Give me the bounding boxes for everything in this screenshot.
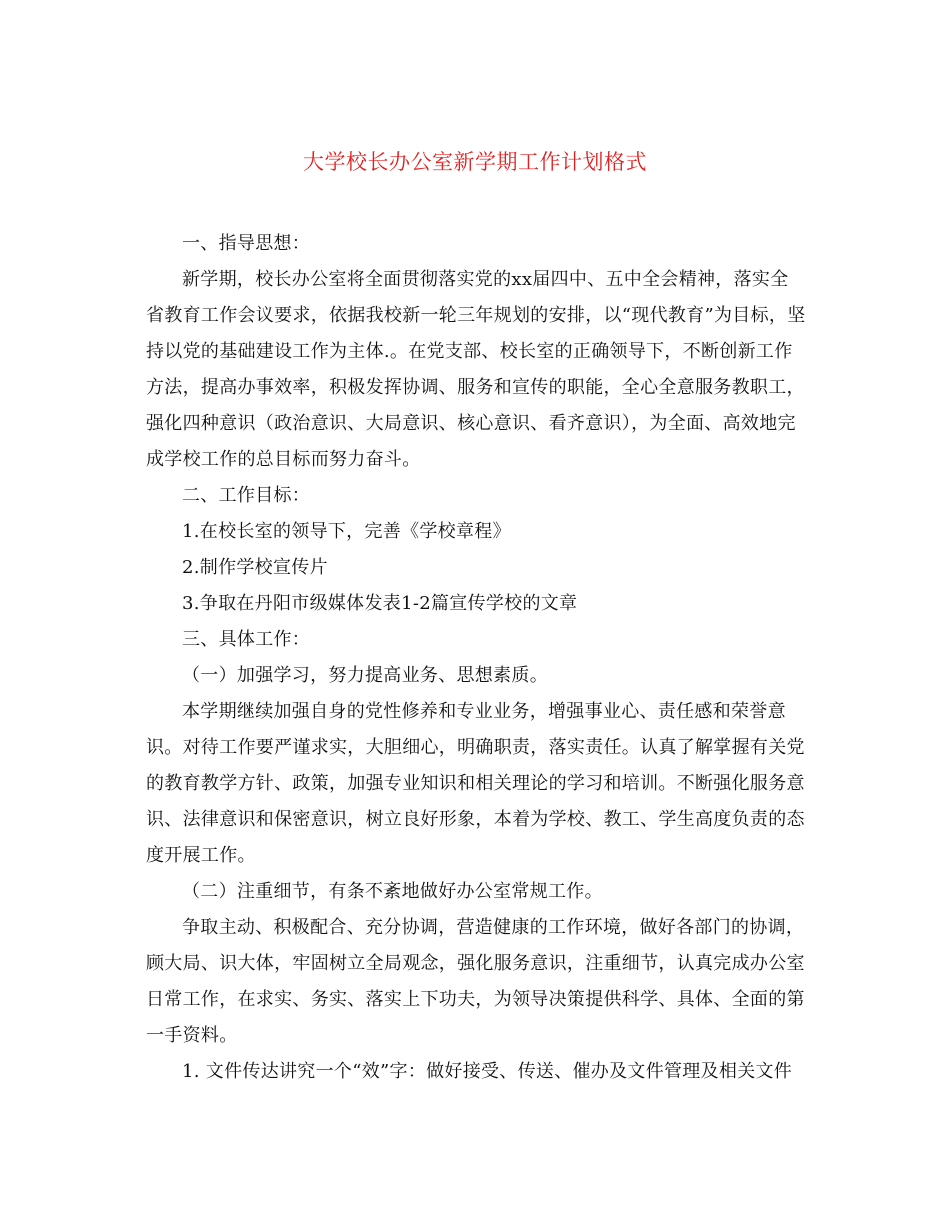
- goal-item-3: 3.争取在丹阳市级媒体发表1-2篇宣传学校的文章: [182, 593, 578, 614]
- subsection-heading-2: （二）注重细节，有条不紊地做好办公室常规工作。: [182, 881, 603, 902]
- goal-item-2: 2.制作学校宣传片: [182, 557, 328, 578]
- document-title: 大学校长办公室新学期工作计划格式: [303, 150, 647, 174]
- paragraph-guiding-ideology: 新学期，校长办公室将全面贯彻落实党的xx届四中、五中全会精神，落实全省教育工作会议要求，依据我校新一轮三年规划的安排，以“现代教育”为目标，坚持以党的基础建设工作为主体.。在党支部、校长室的正确领导下，不断创新工作方法，提高办事效率，积极发挥协调、服务和宣传的职能，全心全意服务教职工，强化四种意识（政治意识、大局意识、核心意识、看齐意识），为全面、高效地完成学校工作的总目标而努力奋斗。: [146, 269, 806, 470]
- goal-item-1: 1.在校长室的领导下，完善《学校章程》: [182, 521, 511, 542]
- paragraph-routine-work: 争取主动、积极配合、充分协调，营造健康的工作环境，做好各部门的协调，顾大局、识大体，牢固树立全局观念，强化服务意识，注重细节，认真完成办公室日常工作，在求实、务实、落实上下功夫，为领导决策提供科学、具体、全面的第一手资料。: [146, 917, 805, 1046]
- section-heading-work-goals: 二、工作目标：: [182, 485, 311, 506]
- section-heading-specific-work: 三、具体工作：: [182, 629, 311, 650]
- list-item-document-delivery: 1. 文件传达讲究一个“效”字：做好接受、传送、催办及文件管理及相关文件: [182, 1061, 793, 1082]
- paragraph-study: 本学期继续加强自身的党性修养和专业业务，增强事业心、责任感和荣誉意识。对待工作要严谨求实，大胆细心，明确职责，落实责任。认真了解掌握有关党的教育教学方针、政策，加强专业知识和相关理论的学习和培训。不断强化服务意识、法律意识和保密意识，树立良好形象，本着为学校、教工、学生高度负责的态度开展工作。: [146, 701, 805, 866]
- subsection-heading-1: （一）加强学习，努力提高业务、思想素质。: [182, 665, 548, 686]
- section-heading-guiding-ideology: 一、指导思想：: [182, 233, 311, 254]
- document-body: [146, 226, 806, 1090]
